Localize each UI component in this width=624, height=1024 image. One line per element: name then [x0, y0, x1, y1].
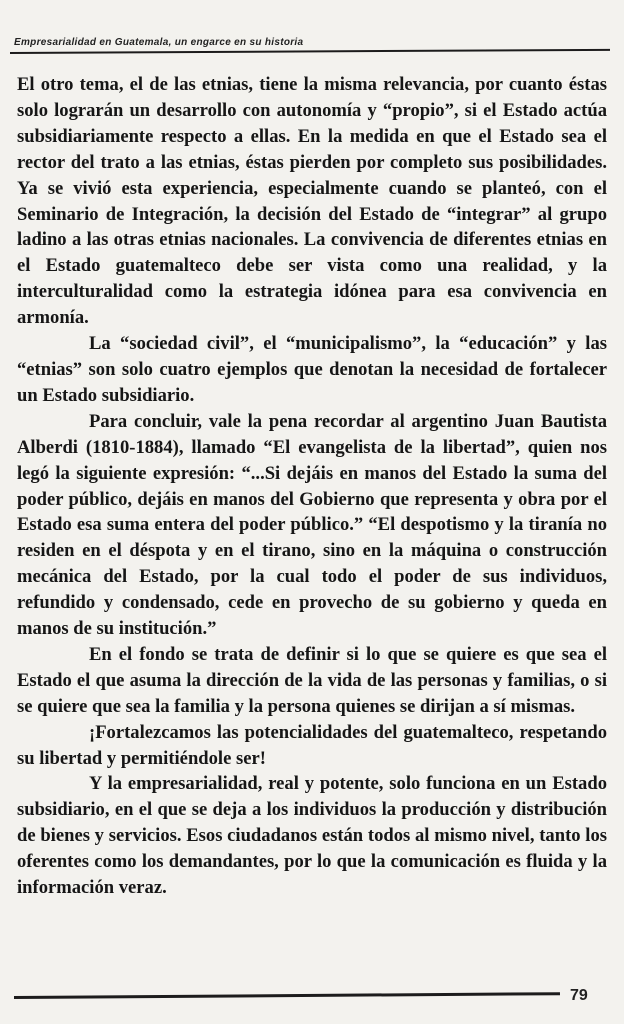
paragraph-definir: En el fondo se trata de definir si lo que se quiere es que sea el Estado el que asuma la dirección de la vida de las personas y familias, o si se quiere que sea la familia y la persona quienes se dirijan a sí mismas.	[17, 643, 607, 717]
paragraph-fortalezcamos: ¡Fortalezcamos las potencialidades del guatemalteco, respetando su libertad y permitiéndole ser!	[17, 721, 607, 769]
paragraph-ejemplos: La “sociedad civil”, el “municipalismo”, la “educación” y las “etnias” son solo cuatro ejemplos que denotan la necesidad de fortalecer un Estado subsidiario.	[17, 333, 607, 406]
paragraph-etnias: El otro tema, el de las etnias, tiene la misma relevancia, por cuanto éstas solo lograrán un desarrollo con autonomía y “propio”, si el Estado actúa subsidiariamente respecto a ellas. En la medida en que el Estado sea el rector del trato a las etnias, éstas pierden por completo sus posibilidades. Ya se vivió esta experiencia, especialmente cuando se planteó, con el Seminario de Integración, la decisión del Estado de “integrar” al grupo ladino a las otras etnias nacionales. La convivencia de diferentes etnias en el Estado guatemalteco debe ser vista como una realidad, y la interculturalidad como la estrategia idónea para esa convivencia en armonía.	[17, 74, 607, 329]
body-text	[17, 72, 607, 901]
page-number: 79	[570, 987, 588, 1004]
header-rule	[10, 49, 610, 54]
footer-rule	[14, 992, 560, 999]
running-header: Empresarialidad en Guatemala, un engarce en su historia	[14, 37, 304, 48]
paragraph-alberdi-quote: Para concluir, vale la pena recordar al argentino Juan Bautista Alberdi (1810-1884), llamado “El evangelista de la libertad”, quien nos legó la siguiente expresión: “...Si dejáis en manos del Estado la suma del poder público, dejáis en manos del Gobierno que representa y obra por el Estado esa suma entera del poder público.” “El despotismo y la tiranía no residen en el déspota y en el tirano, sino en la máquina o construcción mecánica del Estado, por la cual todo el poder de sus individuos, refundido y condensado, cede en provecho de su gobierno y queda en manos de su institución.”	[17, 410, 607, 640]
paragraph-empresarialidad: Y la empresarialidad, real y potente, solo funciona en un Estado subsidiario, en el que se deja a los individuos la producción y distribución de bienes y servicios. Esos ciudadanos están todos al mismo nivel, tanto los oferentes como los demandantes, por lo que la comunicación es fluida y la información veraz.	[17, 773, 607, 899]
